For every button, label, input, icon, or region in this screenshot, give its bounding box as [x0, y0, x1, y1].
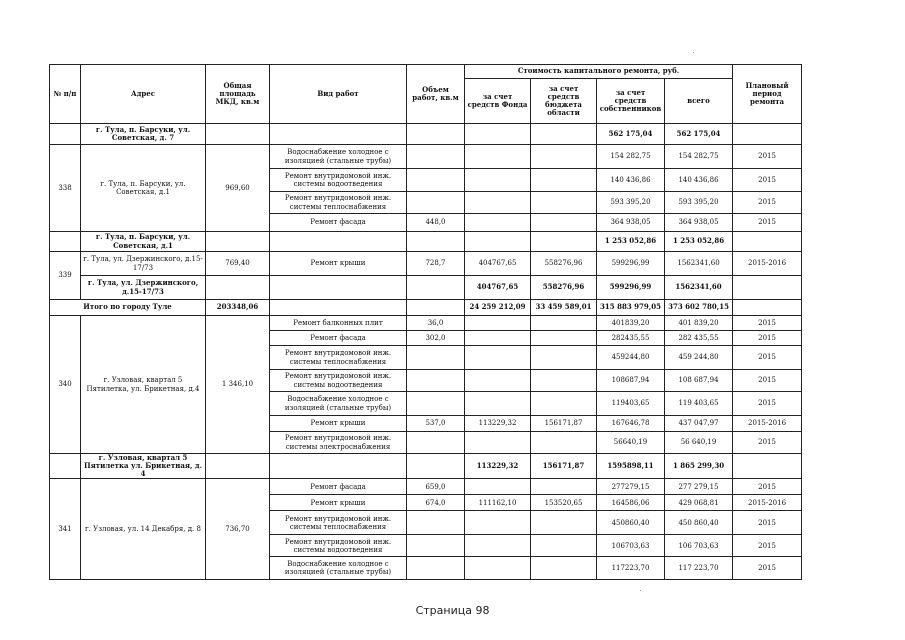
period-cell: 2015-2016	[733, 416, 802, 432]
period-cell: 2015	[733, 331, 802, 346]
owners-cell: 562 175,04	[597, 124, 665, 145]
total-cell: 450 860,40	[665, 511, 733, 535]
volume-cell	[407, 346, 465, 370]
fund-cell: 111162,10	[465, 495, 531, 511]
region-cell	[531, 331, 597, 346]
header-area: Общая площадь МКД, кв.м	[206, 65, 270, 124]
fund-cell	[465, 535, 531, 557]
repair-table	[49, 64, 802, 580]
owners-cell: 277279,15	[597, 479, 665, 495]
volume-cell: 36,0	[407, 316, 465, 331]
fund-cell	[465, 432, 531, 454]
region-cell: 33 459 589,01	[531, 300, 597, 316]
work-cell: Ремонт внутридомовой инж. системы водоотведения	[270, 535, 407, 557]
period-cell: 2015	[733, 370, 802, 392]
work-cell: Ремонт внутридомовой инж. системы теплоснабжения	[270, 346, 407, 370]
total-cell: 1 865 299,30	[665, 454, 733, 479]
owners-cell: 108687,94	[597, 370, 665, 392]
region-cell: 558276,96	[531, 252, 597, 276]
num-cell: 340	[50, 316, 81, 454]
subtotal-row	[50, 232, 802, 252]
period-cell: 2015-2016	[733, 495, 802, 511]
volume-cell	[407, 535, 465, 557]
header-address: Адрес	[81, 65, 206, 124]
total-cell: 1 253 052,86	[665, 232, 733, 252]
address-cell: г. Тула, ул. Дзержинского, д.15-17/73	[81, 276, 206, 300]
owners-cell: 56640,19	[597, 432, 665, 454]
volume-cell	[407, 557, 465, 580]
fund-cell: 404767,65	[465, 276, 531, 300]
work-cell: Ремонт фасада	[270, 214, 407, 232]
period-cell: 2015	[733, 145, 802, 169]
period-cell: 2015	[733, 535, 802, 557]
region-cell	[531, 392, 597, 416]
owners-cell: 450860,40	[597, 511, 665, 535]
period-cell: 2015	[733, 511, 802, 535]
total-cell: 154 282,75	[665, 145, 733, 169]
header-cost-group: Стоимость капитального ремонта, руб.	[465, 65, 733, 79]
fund-cell	[465, 346, 531, 370]
work-cell: Ремонт крыши	[270, 495, 407, 511]
work-cell: Ремонт фасада	[270, 331, 407, 346]
header-volume: Объем работ, кв.м	[407, 65, 465, 124]
total-cell: 562 175,04	[665, 124, 733, 145]
owners-cell: 117223,70	[597, 557, 665, 580]
fund-cell	[465, 479, 531, 495]
region-cell	[531, 535, 597, 557]
fund-cell	[465, 331, 531, 346]
total-cell: 56 640,19	[665, 432, 733, 454]
work-cell: Водоснабжение холодное с изоляцией (стальные трубы)	[270, 392, 407, 416]
total-cell: 459 244,80	[665, 346, 733, 370]
region-cell: 156171,87	[531, 416, 597, 432]
period-cell: 2015	[733, 346, 802, 370]
total-cell: 593 395,20	[665, 192, 733, 214]
num-cell: 341	[50, 479, 81, 580]
work-cell: Ремонт внутридомовой инж. системы теплоснабжения	[270, 511, 407, 535]
period-cell: 2015	[733, 392, 802, 416]
subtotal-row	[50, 276, 802, 300]
total-cell: 282 435,55	[665, 331, 733, 346]
address-cell: г. Узловая, квартал 5 Пятилетка ул. Брикетная, д. 4	[81, 454, 206, 479]
address-cell: г. Тула, п. Барсуки, ул. Советская, д.1	[81, 145, 206, 232]
address-cell: г. Узловая, ул. 14 Декабря, д. 8	[81, 479, 206, 580]
region-cell	[531, 557, 597, 580]
work-cell: Водоснабжение холодное с изоляцией (стальные трубы)	[270, 145, 407, 169]
work-cell: Водоснабжение холодное с изоляцией (стальные трубы)	[270, 557, 407, 580]
city-total-label: Итого по городу Туле	[50, 300, 206, 316]
fund-cell	[465, 557, 531, 580]
header-fund: за счет средств Фонда	[465, 79, 531, 124]
volume-cell	[407, 392, 465, 416]
total-cell: 1562341,60	[665, 252, 733, 276]
period-cell: 2015	[733, 192, 802, 214]
volume-cell: 302,0	[407, 331, 465, 346]
owners-cell: 106703,63	[597, 535, 665, 557]
period-cell: 2015	[733, 479, 802, 495]
area-cell: 969,60	[206, 145, 270, 232]
num-cell: 339	[50, 252, 81, 300]
period-cell: 2015-2016	[733, 252, 802, 276]
period-cell: 2015	[733, 214, 802, 232]
fund-cell	[465, 316, 531, 331]
volume-cell: 659,0	[407, 479, 465, 495]
total-cell: 373 602 780,15	[665, 300, 733, 316]
work-cell: Ремонт крыши	[270, 416, 407, 432]
header-row	[50, 65, 802, 79]
table-row	[50, 316, 802, 331]
owners-cell: 140 436,86	[597, 169, 665, 192]
volume-cell: 674,0	[407, 495, 465, 511]
total-cell: 106 703,63	[665, 535, 733, 557]
owners-cell: 364 938,05	[597, 214, 665, 232]
table-row	[50, 124, 802, 145]
address-cell: г. Узловая, квартал 5 Пятилетка, ул. Брикетная, д.4	[81, 316, 206, 454]
area-cell: 769,40	[206, 252, 270, 276]
address-cell: г. Тула, ул. Дзержинского, д.15-17/73	[81, 252, 206, 276]
owners-cell: 599296,99	[597, 276, 665, 300]
fund-cell	[465, 370, 531, 392]
num-cell: 338	[50, 145, 81, 232]
region-cell: 558276,96	[531, 276, 597, 300]
volume-cell	[407, 169, 465, 192]
owners-cell: 599296,99	[597, 252, 665, 276]
work-cell: Ремонт внутридомовой инж. системы водоотведения	[270, 169, 407, 192]
volume-cell	[407, 370, 465, 392]
owners-cell: 154 282,75	[597, 145, 665, 169]
period-cell: 2015	[733, 316, 802, 331]
subtotal-row	[50, 454, 802, 479]
period-cell: 2015	[733, 557, 802, 580]
volume-cell	[407, 192, 465, 214]
region-cell	[531, 316, 597, 331]
city-total-row	[50, 300, 802, 316]
work-cell: Ремонт фасада	[270, 479, 407, 495]
page-number: Страница 98	[415, 604, 490, 617]
header-total: всего	[665, 79, 733, 124]
region-cell	[531, 346, 597, 370]
region-cell	[531, 432, 597, 454]
total-cell: 140 436,86	[665, 169, 733, 192]
total-cell: 117 223,70	[665, 557, 733, 580]
owners-cell: 119403,65	[597, 392, 665, 416]
total-cell: 119 403,65	[665, 392, 733, 416]
fund-cell: 113229,32	[465, 454, 531, 479]
scan-speck	[693, 52, 694, 53]
table-row	[50, 252, 802, 276]
scan-speck	[640, 590, 641, 591]
header-region-budget: за счет средств бюджета области	[531, 79, 597, 124]
owners-cell: 164586,06	[597, 495, 665, 511]
work-cell: Ремонт внутридомовой инж. системы электроснабжения	[270, 432, 407, 454]
region-cell: 153520,65	[531, 495, 597, 511]
period-cell: 2015	[733, 432, 802, 454]
owners-cell: 459244,80	[597, 346, 665, 370]
work-cell: Ремонт внутридомовой инж. системы водоотведения	[270, 370, 407, 392]
table-row	[50, 145, 802, 169]
volume-cell: 537,0	[407, 416, 465, 432]
work-cell: Ремонт крыши	[270, 252, 407, 276]
volume-cell: 728,7	[407, 252, 465, 276]
owners-cell: 593 395,20	[597, 192, 665, 214]
header-owners: за счет средств собственников	[597, 79, 665, 124]
header-num: № п/п	[50, 65, 81, 124]
header-work-type: Вид работ	[270, 65, 407, 124]
address-cell: г. Тула, п. Барсуки, ул. Советская, д.1	[81, 232, 206, 252]
owners-cell: 315 883 979,05	[597, 300, 665, 316]
fund-cell: 404767,65	[465, 252, 531, 276]
total-cell: 437 047,97	[665, 416, 733, 432]
total-cell: 401 839,20	[665, 316, 733, 331]
volume-cell: 448,0	[407, 214, 465, 232]
total-cell: 108 687,94	[665, 370, 733, 392]
period-cell: 2015	[733, 169, 802, 192]
total-cell: 277 279,15	[665, 479, 733, 495]
owners-cell: 1595898,11	[597, 454, 665, 479]
region-cell	[531, 479, 597, 495]
work-cell: Ремонт балконных плит	[270, 316, 407, 331]
total-cell: 1562341,60	[665, 276, 733, 300]
fund-cell: 113229,32	[465, 416, 531, 432]
fund-cell	[465, 511, 531, 535]
volume-cell	[407, 145, 465, 169]
area-cell: 1 346,10	[206, 316, 270, 454]
owners-cell: 282435,55	[597, 331, 665, 346]
region-cell	[531, 370, 597, 392]
owners-cell: 1 253 052,86	[597, 232, 665, 252]
owners-cell: 167646,78	[597, 416, 665, 432]
region-cell: 156171,87	[531, 454, 597, 479]
total-cell: 364 938,05	[665, 214, 733, 232]
work-cell: Ремонт внутридомовой инж. системы теплоснабжения	[270, 192, 407, 214]
fund-cell: 24 259 212,09	[465, 300, 531, 316]
owners-cell: 401839,20	[597, 316, 665, 331]
volume-cell	[407, 432, 465, 454]
area-cell: 736,70	[206, 479, 270, 580]
volume-cell	[407, 511, 465, 535]
table-row	[50, 479, 802, 495]
address-cell: г. Тула, п. Барсуки, ул. Советская, д. 7	[81, 124, 206, 145]
fund-cell	[465, 392, 531, 416]
header-period: Плановый период ремонта	[733, 65, 802, 124]
region-cell	[531, 511, 597, 535]
total-cell: 429 068,81	[665, 495, 733, 511]
area-cell: 203348,06	[206, 300, 270, 316]
